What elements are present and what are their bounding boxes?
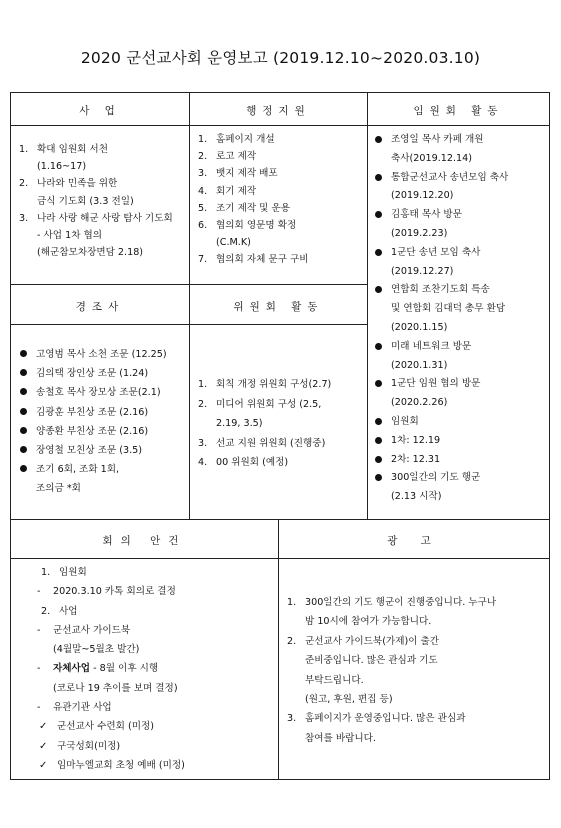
condolence-item bbox=[19, 479, 189, 498]
officers-item bbox=[374, 281, 543, 300]
agenda-item bbox=[35, 563, 278, 582]
condolence-item bbox=[19, 383, 189, 402]
condolence-item bbox=[19, 403, 189, 422]
officers-item bbox=[374, 169, 543, 188]
admin-item-text: 회기 제작 bbox=[216, 185, 257, 197]
committee-item bbox=[198, 434, 367, 454]
committee-header-cell bbox=[189, 284, 368, 325]
admin-item-number: 1. bbox=[198, 134, 208, 145]
committee-item-text: 미디어 위원회 구성 (2.5, bbox=[216, 398, 322, 410]
condolence-list bbox=[19, 345, 189, 499]
notice-item-number: 3. bbox=[287, 713, 297, 725]
business-item bbox=[19, 210, 189, 227]
agenda-item bbox=[35, 698, 278, 717]
admin-list bbox=[198, 131, 367, 269]
committee-item-text: 2.19, 3.5) bbox=[216, 418, 263, 429]
agenda-item-text: 사업 bbox=[59, 605, 78, 617]
committee-item bbox=[198, 395, 367, 415]
agenda-item-text: 유관기관 사업 bbox=[53, 702, 112, 714]
notice-cell bbox=[278, 558, 550, 780]
notice-header: 광 고 bbox=[387, 535, 441, 547]
officers-item-text: (2.13 시작) bbox=[391, 491, 442, 503]
admin-item-text: 뱃지 제작 배포 bbox=[216, 168, 278, 180]
admin-item-number: 2. bbox=[198, 151, 208, 163]
officers-item-text: 미래 네트워크 방문 bbox=[391, 340, 472, 352]
agenda-item-text: (4월말~5월초 발간) bbox=[53, 644, 140, 656]
officers-item bbox=[374, 413, 543, 432]
officers-item-text: 축사(2019.12.14) bbox=[391, 152, 472, 164]
condolence-item-text: 장영철 모친상 조문 (3.5) bbox=[36, 445, 143, 457]
condolence-item bbox=[19, 345, 189, 364]
officers-item bbox=[374, 338, 543, 357]
officers-item-text: (2020.1.15) bbox=[391, 321, 448, 333]
officers-item bbox=[374, 375, 543, 394]
admin-item-number: 7. bbox=[198, 254, 208, 266]
officers-item bbox=[374, 469, 543, 488]
business-item-text: 나라와 민족을 위한 bbox=[37, 178, 118, 190]
officers-item-text: (2020.1.31) bbox=[391, 359, 448, 371]
condolence-item bbox=[19, 441, 189, 460]
admin-item-text: 협의회 자체 문구 구비 bbox=[216, 254, 309, 266]
notice-item bbox=[287, 651, 543, 670]
officers-item-text: 연합회 조찬기도회 특송 bbox=[391, 284, 490, 296]
notice-item-text: 300일간의 기도 행군이 진행중입니다. 누구나 bbox=[305, 597, 497, 608]
notice-item bbox=[287, 632, 543, 651]
notice-item bbox=[287, 593, 543, 612]
officers-item bbox=[374, 131, 543, 150]
agenda-item bbox=[35, 582, 278, 601]
agenda-item-text: 구국성회(미정) bbox=[57, 740, 121, 752]
agenda-header: 회의 안건 bbox=[102, 535, 187, 547]
admin-item-number: 6. bbox=[198, 220, 208, 232]
agenda-item-number: 2. bbox=[41, 605, 51, 617]
admin-item bbox=[198, 131, 367, 148]
notice-item bbox=[287, 690, 543, 709]
officers-item-text: 김홍태 목사 방문 bbox=[391, 209, 462, 221]
committee-item-number: 1. bbox=[198, 379, 208, 390]
officers-item-text: (2019.12.20) bbox=[391, 190, 454, 202]
admin-item-text: 홈페이지 개설 bbox=[216, 134, 275, 145]
agenda-item-text: 군선교사 가이드북 bbox=[53, 624, 131, 636]
admin-item-text: 조기 제작 및 운용 bbox=[216, 202, 291, 214]
agenda-item-number: 1. bbox=[41, 567, 51, 578]
notice-item-text: 참여를 바랍니다. bbox=[305, 732, 376, 744]
notice-item bbox=[287, 709, 543, 728]
notice-item-number: 1. bbox=[287, 597, 297, 608]
condolence-item-text: 김광훈 부친상 조문 (2.16) bbox=[36, 406, 149, 418]
admin-cell bbox=[189, 125, 368, 285]
agenda-item bbox=[35, 737, 278, 756]
officers-item bbox=[374, 206, 543, 225]
condolence-item-text: 조의금 *회 bbox=[36, 483, 81, 495]
agenda-item bbox=[35, 679, 278, 698]
admin-item bbox=[198, 234, 367, 251]
officers-item bbox=[374, 300, 543, 319]
officers-item bbox=[374, 319, 543, 338]
committee-header: 위원회 활동 bbox=[233, 301, 324, 313]
business-item bbox=[19, 158, 189, 175]
notice-item-text: 홈페이지가 운영중입니다. 많은 관심과 bbox=[305, 713, 466, 725]
condolence-item bbox=[19, 460, 189, 479]
officers-item-text: 및 연합회 김대덕 총무 환담 bbox=[391, 303, 506, 315]
business-item-number: 2. bbox=[19, 178, 29, 190]
agenda-item bbox=[35, 659, 278, 678]
officers-item-text: 2차: 12.31 bbox=[391, 453, 441, 465]
officers-item bbox=[374, 244, 543, 263]
condolence-item-text: 김의택 장인상 조문 (1.24) bbox=[36, 368, 149, 380]
notice-list bbox=[287, 593, 543, 748]
agenda-item-text: 자체사업 bbox=[53, 663, 91, 675]
admin-item-text: (C.M.K) bbox=[216, 237, 251, 249]
officers-item bbox=[374, 432, 543, 451]
officers-item-text: 임원회 bbox=[391, 415, 419, 427]
notice-item-text: 군선교사 가이드북(가제)이 출간 bbox=[305, 635, 440, 647]
committee-item-text: 00 위원회 (예정) bbox=[216, 457, 289, 468]
agenda-item bbox=[35, 621, 278, 640]
committee-item-text: 회칙 개정 위원회 구성(2.7) bbox=[216, 379, 332, 390]
business-header: 사 업 bbox=[79, 105, 121, 117]
committee-item-number: 2. bbox=[198, 398, 208, 410]
admin-item bbox=[198, 251, 367, 268]
admin-item bbox=[198, 217, 367, 234]
notice-item-number: 2. bbox=[287, 635, 297, 647]
business-cell bbox=[10, 125, 190, 285]
admin-item-number: 4. bbox=[198, 185, 208, 197]
condolence-item bbox=[19, 364, 189, 383]
business-header-cell bbox=[10, 92, 190, 126]
officers-item-text: (2020.2.26) bbox=[391, 397, 448, 409]
committee-item-text: 선교 지원 위원회 (진행중) bbox=[216, 437, 326, 449]
condolence-header: 경조사 bbox=[75, 301, 125, 313]
business-item-text: - 사업 1차 협의 bbox=[37, 230, 103, 242]
business-item-text: 확대 임원회 서천 bbox=[37, 144, 108, 155]
committee-cell bbox=[189, 324, 368, 520]
page-title: 2020 군선교사회 운영보고 (2019.12.10~2020.03.10) bbox=[80, 49, 481, 67]
officers-item-text: 300일간의 기도 행군 bbox=[391, 472, 481, 484]
business-item-text: (해군참모차장면담 2.18) bbox=[37, 247, 144, 259]
officers-item-text: 1군단 임원 협의 방문 bbox=[391, 378, 481, 390]
officers-item bbox=[374, 451, 543, 470]
condolence-item-text: 조기 6회, 조화 1회, bbox=[36, 464, 120, 476]
agenda-item-text: 2020.3.10 카톡 회의로 결정 bbox=[53, 586, 176, 598]
business-item bbox=[19, 227, 189, 244]
officers-item bbox=[374, 225, 543, 244]
business-item bbox=[19, 141, 189, 158]
officers-list bbox=[374, 131, 543, 507]
condolence-item-text: 송철호 목사 장모상 조문(2.1) bbox=[36, 387, 161, 399]
committee-item-number: 3. bbox=[198, 437, 208, 449]
officers-item-text: 조영일 목사 카페 개원 bbox=[391, 134, 484, 145]
admin-header-cell bbox=[189, 92, 368, 126]
officers-item bbox=[374, 357, 543, 376]
agenda-item-text: 임마누엘교회 초청 예배 (미정) bbox=[57, 759, 185, 771]
officers-item bbox=[374, 394, 543, 413]
agenda-cell bbox=[10, 558, 279, 780]
admin-item bbox=[198, 148, 367, 165]
officers-header: 임원회 활동 bbox=[413, 105, 504, 117]
condolence-header-cell bbox=[10, 284, 190, 325]
officers-item-text: 1군단 송년 모임 축사 bbox=[391, 246, 481, 258]
agenda-item-text: 임원회 bbox=[59, 567, 87, 578]
officers-item-text: 1차: 12.19 bbox=[391, 434, 441, 446]
business-item bbox=[19, 244, 189, 261]
business-item-text: 나라 사랑 해군 사랑 탐사 기도회 bbox=[37, 212, 173, 224]
agenda-item-text: 군선교사 수련회 (미정) bbox=[57, 721, 154, 733]
committee-list bbox=[198, 375, 367, 473]
admin-item-text: 협의회 영문명 확정 bbox=[216, 220, 297, 232]
officers-header-cell bbox=[367, 92, 550, 126]
officers-item-text: 통합군선교사 송년모임 축사 bbox=[391, 171, 509, 183]
business-item bbox=[19, 193, 189, 210]
admin-item-text: 로고 제작 bbox=[216, 151, 257, 163]
officers-item bbox=[374, 488, 543, 507]
committee-item-number: 4. bbox=[198, 457, 208, 468]
admin-item-number: 3. bbox=[198, 168, 208, 180]
officers-item bbox=[374, 150, 543, 169]
officers-item-text: (2019.2.23) bbox=[391, 227, 448, 239]
notice-item-text: (원고, 후원, 편집 등) bbox=[305, 694, 393, 706]
admin-header: 행정지원 bbox=[246, 105, 311, 117]
notice-item bbox=[287, 671, 543, 690]
notice-item-text: 준비중입니다. 많은 관심과 기도 bbox=[305, 655, 438, 667]
officers-item-text: (2019.12.27) bbox=[391, 265, 454, 277]
committee-item bbox=[198, 453, 367, 473]
business-list bbox=[19, 141, 189, 261]
agenda-list bbox=[35, 563, 278, 775]
notice-item-text: 부탁드립니다. bbox=[305, 674, 364, 686]
business-item-text: (1.16~17) bbox=[37, 161, 87, 173]
admin-item-number: 5. bbox=[198, 202, 208, 214]
committee-item bbox=[198, 414, 367, 434]
notice-item bbox=[287, 612, 543, 631]
business-item-number: 1. bbox=[19, 144, 29, 155]
officers-item bbox=[374, 187, 543, 206]
admin-item bbox=[198, 200, 367, 217]
notice-item bbox=[287, 729, 543, 748]
business-item-number: 3. bbox=[19, 212, 29, 224]
agenda-item-text: (코로나 19 추이를 보며 결정) bbox=[53, 682, 178, 694]
agenda-item-rest: - 8월 이후 시행 bbox=[90, 663, 159, 675]
notice-header-cell bbox=[278, 519, 550, 559]
condolence-item-text: 고영범 목사 소천 조문 (12.25) bbox=[36, 349, 167, 360]
notice-item-text: 밤 10시에 참여가 가능합니다. bbox=[305, 616, 432, 628]
agenda-item bbox=[35, 602, 278, 621]
agenda-header-cell bbox=[10, 519, 279, 559]
business-item-text: 금식 기도회 (3.3 전일) bbox=[37, 195, 134, 207]
admin-item bbox=[198, 165, 367, 182]
business-item bbox=[19, 175, 189, 192]
officers-item bbox=[374, 263, 543, 282]
admin-item bbox=[198, 183, 367, 200]
agenda-item bbox=[35, 717, 278, 736]
agenda-item bbox=[35, 756, 278, 775]
condolence-cell bbox=[10, 324, 190, 520]
condolence-item bbox=[19, 422, 189, 441]
officers-cell bbox=[367, 125, 550, 520]
agenda-item bbox=[35, 640, 278, 659]
condolence-item-text: 양종환 부친상 조문 (2.16) bbox=[36, 425, 149, 437]
committee-item bbox=[198, 375, 367, 395]
